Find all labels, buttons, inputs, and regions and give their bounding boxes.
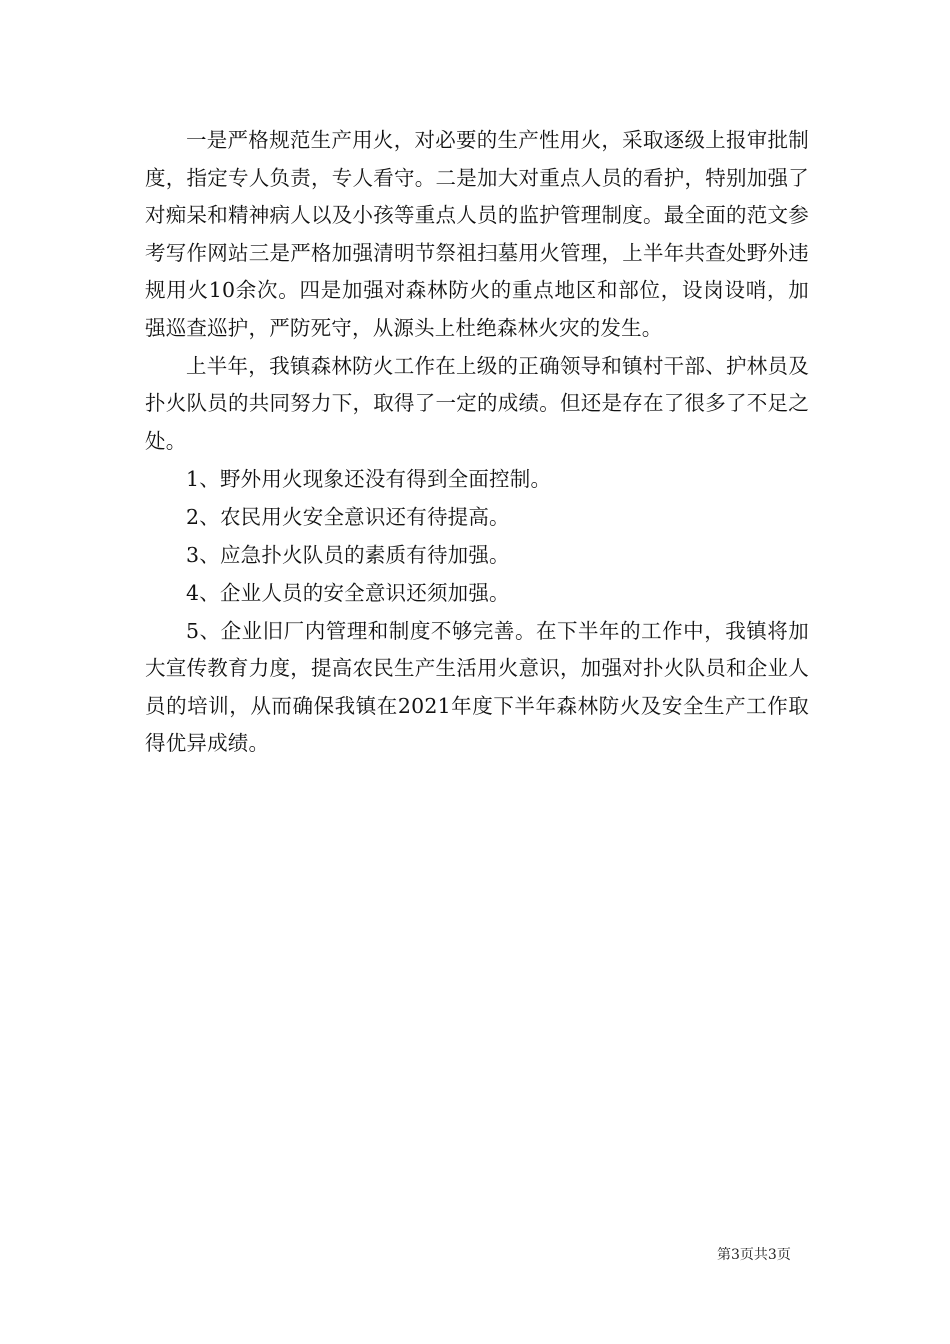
- paragraph-fire-control-measures: 一是严格规范生产用火，对必要的生产性用火，采取逐级上报审批制度，指定专人负责，专人看守。二是加大对重点人员的看护，特别加强了对痴呆和精神病人以及小孩等重点人员的监护管理制度。最全面的范文参考写作网站三是严格加强清明节祭祖扫墓用火管理，上半年共查处野外违规用火10余次。四是加强对森林防火的重点地区和部位，设岗设哨，加强巡查巡护，严防死守，从源头上杜绝森林火灾的发生。: [145, 128, 809, 340]
- page-number-footer: 第3页共3页: [717, 1247, 791, 1263]
- list-item-shortcoming-1: 1、野外用火现象还没有得到全面控制。: [186, 466, 552, 491]
- list-item-shortcoming-4: 4、企业人员的安全意识还须加强。: [186, 580, 510, 605]
- document-body: [145, 122, 809, 763]
- list-item-shortcoming-5-and-plan: 5、企业旧厂内管理和制度不够完善。在下半年的工作中，我镇将加大宣传教育力度，提高农民生产生活用火意识，加强对扑火队员和企业人员的培训，从而确保我镇在2021年度下半年森林防火及安全生产工作取得优异成绩。: [145, 618, 809, 755]
- list-item-shortcoming-2: 2、农民用火安全意识还有待提高。: [186, 504, 510, 529]
- paragraph-half-year-summary: 上半年，我镇森林防火工作在上级的正确领导和镇村干部、护林员及扑火队员的共同努力下，取得了一定的成绩。但还是存在了很多了不足之处。: [145, 353, 809, 453]
- list-item-shortcoming-3: 3、应急扑火队员的素质有待加强。: [186, 542, 510, 567]
